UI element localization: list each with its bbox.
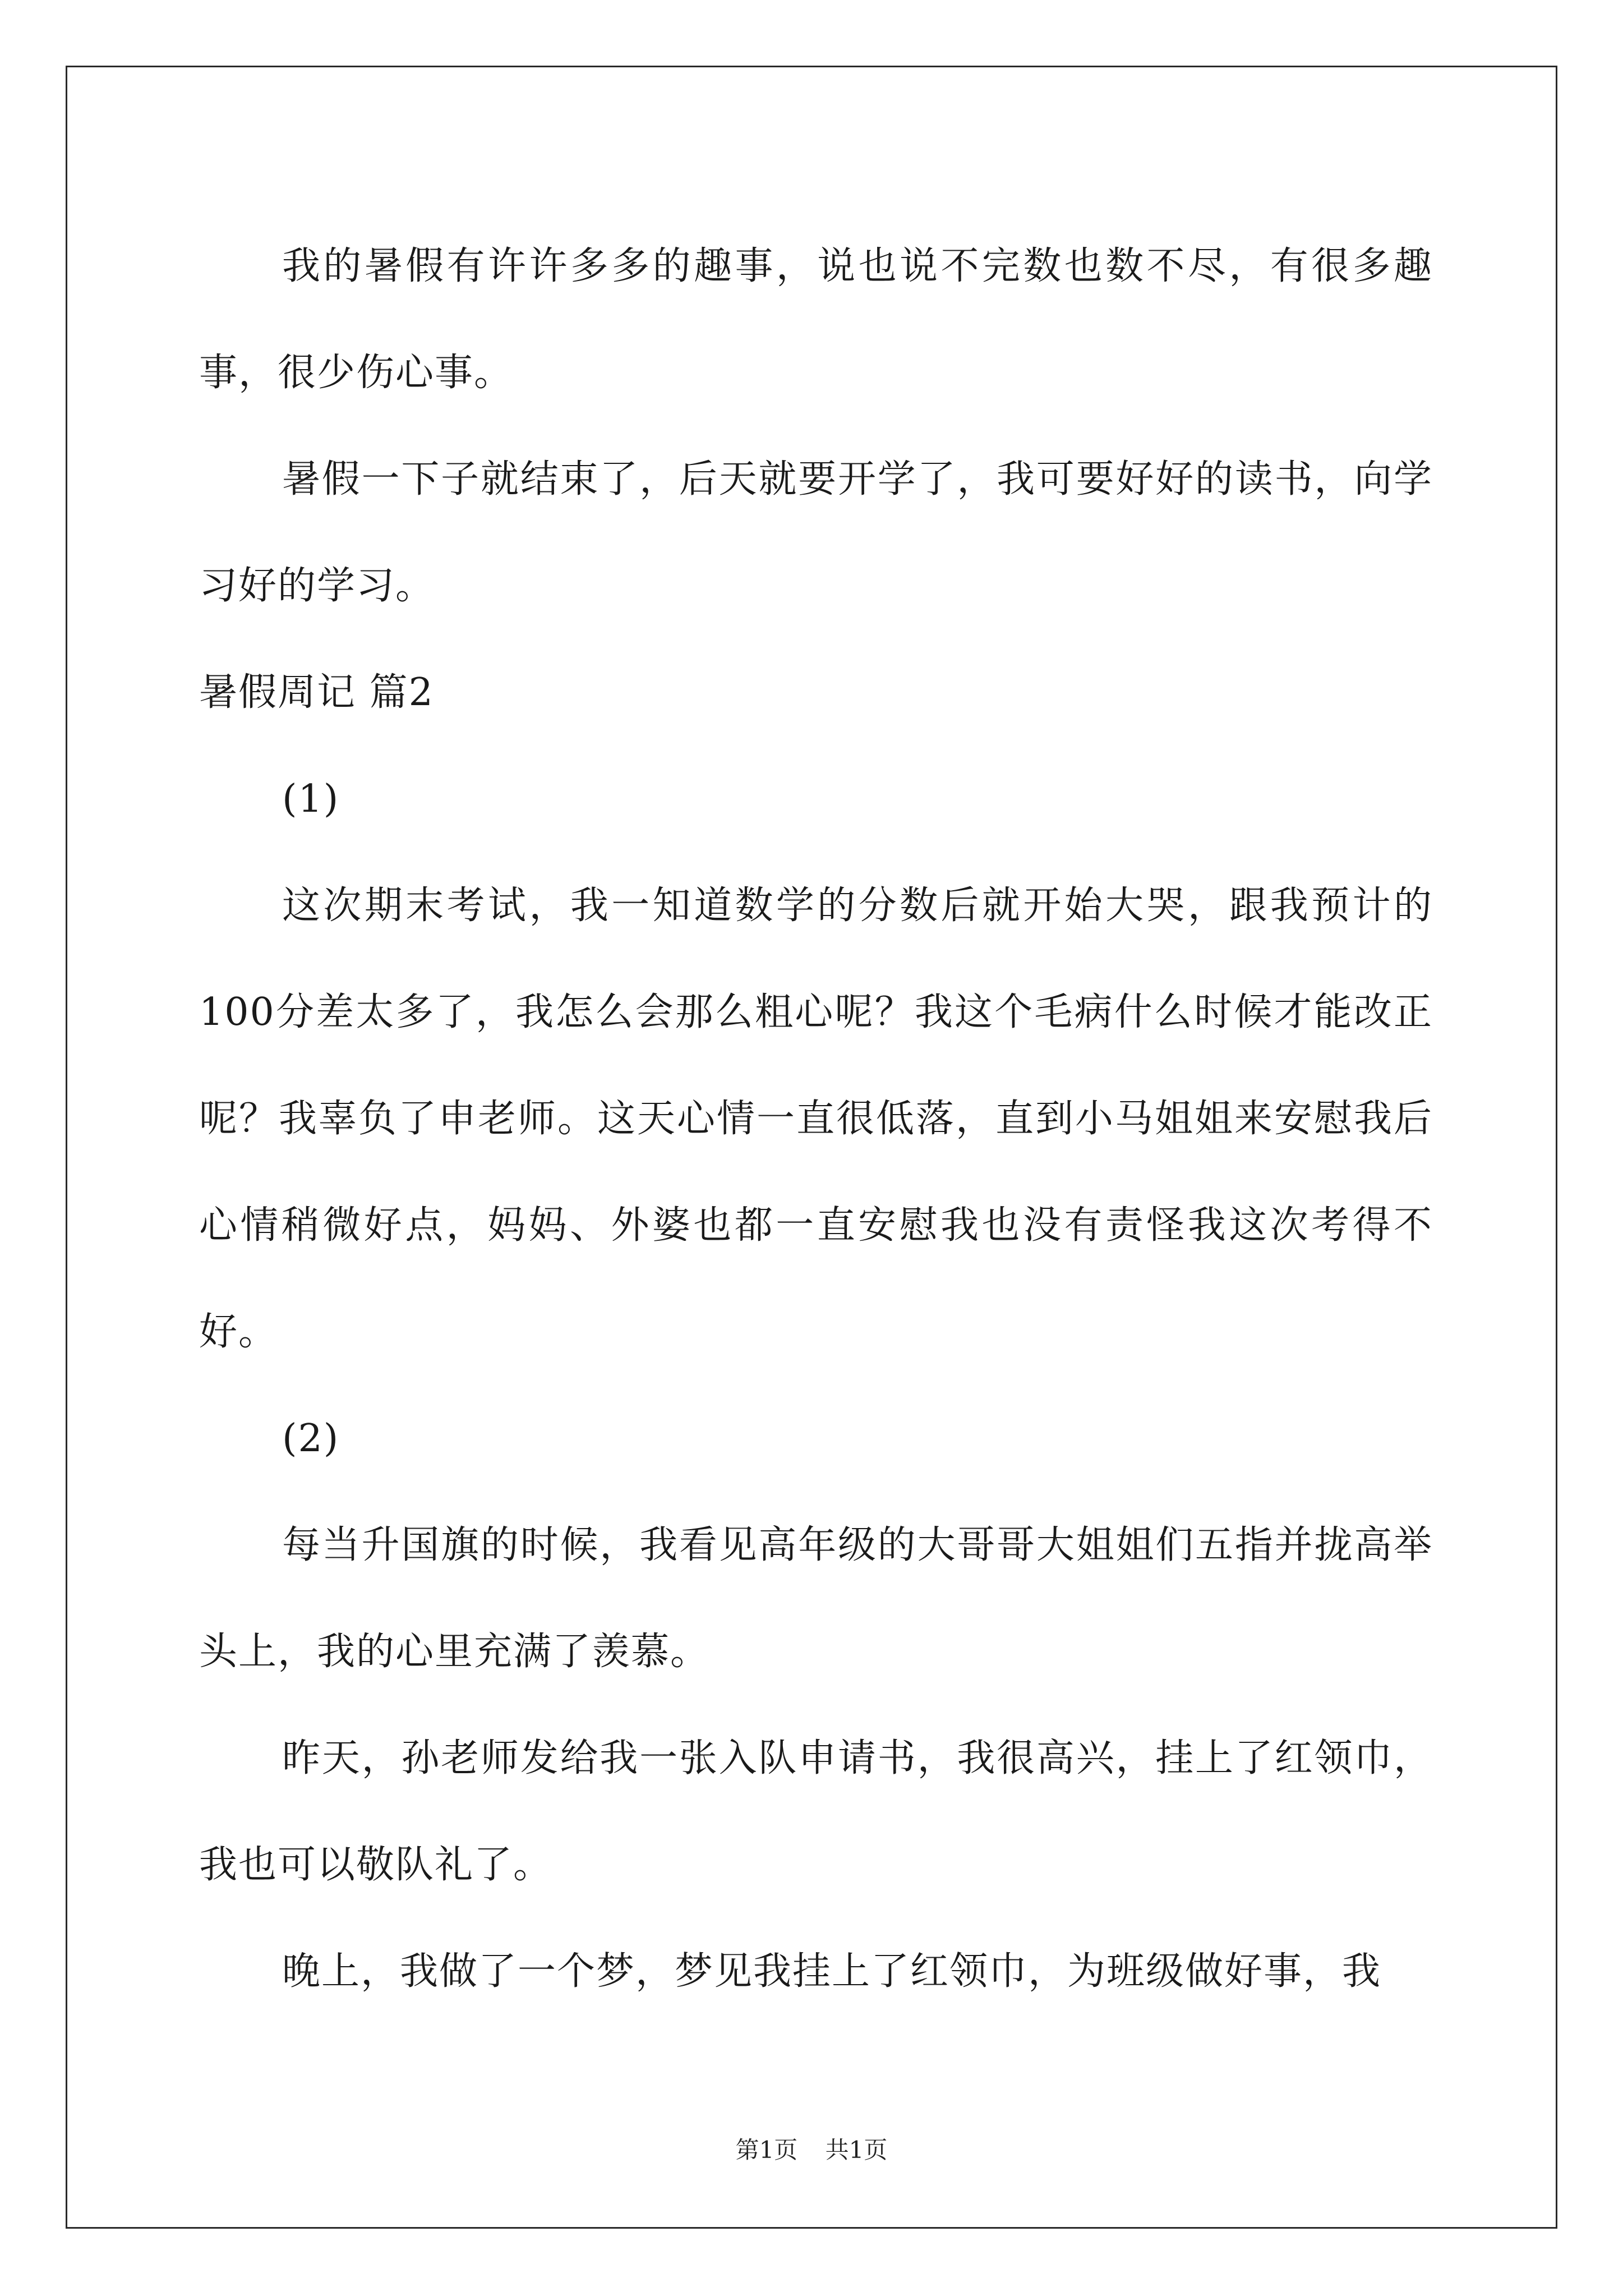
paragraph: (1) <box>282 777 340 821</box>
paragraph: 我的暑假有许许多多的趣事，说也说不完数也数不尽，有很多趣事，很少伤心事。 <box>199 244 1433 395</box>
paragraph: 这次期末考试，我一知道数学的分数后就开始大哭，跟我预计的100分差太多了，我怎么会那么粗心呢？我这个毛病什么时候才能改正呢？我辜负了申老师。这天心情一直很低落，直到小马姐姐来安慰我后心情稍微好点，妈妈、外婆也都一直安慰我也没有责怪我这次考得不好。 <box>199 884 1433 1354</box>
section-heading: 暑假周记 篇2 <box>199 670 434 715</box>
paragraph: 每当升国旗的时候，我看见高年级的大哥哥大姐姐们五指并拢高举头上，我的心里充满了羡慕。 <box>199 1523 1433 1674</box>
page-footer <box>0 2132 1623 2165</box>
document-body <box>199 213 1433 2025</box>
paragraph: (2) <box>282 1416 340 1461</box>
page-number: 第1页 <box>735 2136 798 2164</box>
paragraph: 昨天，孙老师发给我一张入队申请书，我很高兴，挂上了红领巾，我也可以敬队礼了。 <box>199 1736 1433 1887</box>
paragraph: 晚上，我做了一个梦，梦见我挂上了红领巾，为班级做好事，我 <box>282 1949 1382 1994</box>
page-total: 共1页 <box>825 2136 888 2164</box>
paragraph: 暑假一下子就结束了，后天就要开学了，我可要好好的读书，向学习好的学习。 <box>199 457 1433 608</box>
